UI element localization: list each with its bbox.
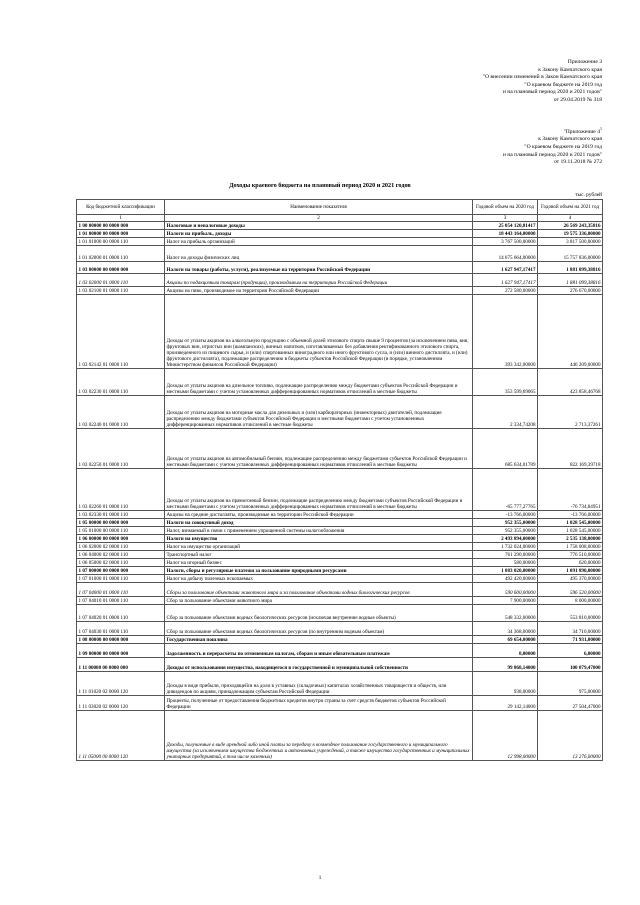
value-2021-cell: 1 028 545,00000	[538, 519, 603, 527]
value-2020-cell: 590 600,00000	[473, 583, 538, 597]
name-cell: Задолженность и перерасчеты по отмененным налогам, сборам и иным обязательным платежам	[165, 644, 473, 658]
value-2021-cell: 620,00000	[538, 559, 603, 567]
value-2020-cell: 1 627 947,17417	[473, 274, 538, 287]
name-cell: Налог на прибыль организаций	[165, 238, 473, 246]
header-line: и на плановый период 2020 и 2021 годов"	[502, 89, 602, 96]
name-cell: Налог, взимаемый в связи с применением упрощенной системы налогообложения	[165, 527, 473, 535]
code-cell: 1 11 03020 02 0000 120	[77, 696, 165, 711]
code-cell: 1 08 00000 00 0000 000	[77, 636, 165, 644]
name-cell: Налоговые и неналоговые доходы	[165, 222, 473, 230]
header-line: от 19.11.2018 № 272	[553, 159, 602, 166]
code-cell: 1 01 02000 01 0000 110	[77, 246, 165, 262]
name-cell: Акцизы по подакцизным товарам (продукции), производимым на территории Российской Федерации	[165, 274, 473, 287]
table-row	[77, 238, 603, 246]
table-row	[77, 295, 603, 369]
header-2020: Годовой объем на 2020 год	[473, 200, 538, 215]
value-2020-cell: 580,00000	[473, 559, 538, 567]
appendix-new-header	[483, 59, 602, 105]
value-2021-cell: 26 569 243,35816	[538, 222, 603, 230]
value-2020-cell: 1 732 024,00000	[473, 543, 538, 551]
name-cell: Транспортный налог	[165, 551, 473, 559]
header-name: Наименование показателя	[165, 200, 473, 215]
code-cell: 1 03 02260 01 0000 110	[77, 469, 165, 511]
value-2021-cell: 34 710,00000	[538, 622, 603, 636]
code-cell: 1 06 02000 02 0000 110	[77, 543, 165, 551]
value-2021-cell: 776 510,00000	[538, 551, 603, 559]
value-2021-cell: 1 028 545,00000	[538, 527, 603, 535]
header-code: Код бюджетной классификации	[77, 200, 165, 215]
table-row	[77, 543, 603, 551]
code-cell: 1 06 05000 02 0000 110	[77, 559, 165, 567]
code-cell: 1 03 02142 01 0000 110	[77, 295, 165, 369]
code-cell: 1 07 04030 01 0000 110	[77, 622, 165, 636]
value-2021-cell: 1 091 890,00000	[538, 567, 603, 575]
code-cell: 1 01 00000 00 0000 000	[77, 230, 165, 238]
value-2021-cell: 553 810,00000	[538, 605, 603, 622]
name-cell: Акцизы на средние дистилляты, производимые на территории Российской Федерации	[165, 511, 473, 519]
value-2020-cell: 14 675 664,00000	[473, 246, 538, 262]
page-number: 1	[318, 875, 322, 881]
name-cell: Доходы от уплаты акцизов на прямогонный бензин, подлежащие распределению между бюджетами субъектов Российской Федерации и местными бюджетами с учетом установленных дифференцированных нормативов отчислений в местные бюджеты	[165, 469, 473, 511]
table-row	[77, 672, 603, 696]
code-cell: 1 07 00000 00 0000 000	[77, 567, 165, 575]
table-row	[77, 551, 603, 559]
table-row	[77, 658, 603, 672]
table-row	[77, 519, 603, 527]
unit-label: тыс. рублей	[575, 192, 602, 198]
value-2020-cell: 99 868,14000	[473, 658, 538, 672]
table-row	[77, 636, 603, 644]
value-2020-cell: 952 355,00000	[473, 519, 538, 527]
name-cell: Налог на доходы физических лиц	[165, 246, 473, 262]
document-title: Доходы краевого бюджета на плановый период 2020 и 2021 годов	[229, 182, 411, 189]
value-2020-cell: 685 634,01789	[473, 429, 538, 469]
code-cell: 1 11 00000 00 0000 000	[77, 658, 165, 672]
code-cell: 1 11 01020 02 0000 120	[77, 672, 165, 696]
value-2021-cell: -13 766,00000	[538, 511, 603, 519]
value-2021-cell: 3 817 500,00000	[538, 238, 603, 246]
code-cell: 1 00 00000 00 0000 000	[77, 222, 165, 230]
header-line: и на плановый период 2020 и 2021 годов"	[502, 151, 602, 158]
header-num-4: 4	[538, 215, 603, 222]
revenue-table	[76, 199, 603, 761]
table-row	[77, 575, 603, 583]
value-2020-cell: 272 580,00000	[473, 287, 538, 295]
value-2021-cell: 15 757 836,00000	[538, 246, 603, 262]
code-cell: 1 06 04000 02 0000 110	[77, 551, 165, 559]
table-row	[77, 605, 603, 622]
name-cell: Сбор за пользование объектами водных биологических ресурсов (по внутренним водным объектам)	[165, 622, 473, 636]
value-2021-cell: 2 713,37261	[538, 396, 603, 429]
name-cell: Доходы от уплаты акцизов на моторные масла для дизельных и (или) карбюраторных (инжекторных) двигателей, подлежащие распределению между бюджетами субъектов Российской Федерации и местными бюджетами с учетом установленных дифференцированных нормативов отчислений в местные бюджеты	[165, 396, 473, 429]
value-2020-cell: 7 900,00000	[473, 597, 538, 605]
value-2020-cell: 18 443 164,00000	[473, 230, 538, 238]
code-cell: 1 03 02100 01 0000 110	[77, 287, 165, 295]
table-row	[77, 622, 603, 636]
value-2021-cell: 13 276,00000	[538, 711, 603, 761]
table-row	[77, 559, 603, 567]
header-line: Приложение 3	[567, 59, 602, 65]
table-row	[77, 369, 603, 396]
value-2021-cell: 1 881 099,38816	[538, 262, 603, 274]
value-2020-cell: -65 777,27765	[473, 469, 538, 511]
header-line: "Приложение $4^1$	[563, 126, 602, 135]
name-cell: Сбор за пользование объектами животного мира	[165, 597, 473, 605]
table-row	[77, 711, 603, 761]
value-2021-cell: 495 370,00000	[538, 575, 603, 583]
name-cell: Сбор за пользование объектами водных биологических ресурсов (исключая внутренние водные объекты)	[165, 605, 473, 622]
value-2020-cell: 34 368,00000	[473, 622, 538, 636]
value-2021-cell: 27 504,47000	[538, 696, 603, 711]
name-cell: Доходы от уплаты акцизов на дизельное топливо, подлежащие распределению между бюджетами субъектов Российской Федерации и местными бюджетами с учетом установленных дифференцированных нормативов отчислений в местные бюджеты	[165, 369, 473, 396]
name-cell: Доходы от уплаты акцизов на автомобильный бензин, подлежащие распределению между бюджетами субъектов Российской Федерации и местными бюджетами с учетом установленных дифференцированных нормативов отчислений в местные бюджеты	[165, 429, 473, 469]
table-row	[77, 469, 603, 511]
table-row	[77, 274, 603, 287]
superscript-mark: 1	[600, 126, 602, 131]
header-line: к Закону Камчатского края	[538, 66, 602, 73]
value-2021-cell: 975,00000	[538, 672, 603, 696]
value-2020-cell: 492 420,00000	[473, 575, 538, 583]
table-row	[77, 230, 603, 238]
code-cell: 1 09 00000 00 0000 000	[77, 644, 165, 658]
value-2021-cell: 423 858,46768	[538, 369, 603, 396]
code-cell: 1 03 02230 01 0000 110	[77, 369, 165, 396]
code-cell: 1 07 04000 01 0000 110	[77, 583, 165, 597]
name-cell: Налог на имущество организаций	[165, 543, 473, 551]
name-cell: Доходы от уплаты акцизов на алкогольную продукцию с объемной долей этилового спирта свыше 9 процентов (за исключением пива, вин, фруктовых вин, игристых вин (шампанских), винных напитков, изготавливаемых без добавления ректификованного этилового спирта, произведенного из пищевого сырья, и (или) спиртованных виноградного или иного фруктового сусла, и (или) винного дистиллята, и (или) фруктового дистиллята), подлежащие распределению в бюджеты субъектов Российской Федерации (в порядке, установленном Министерством финансов Российской Федерации)	[165, 295, 473, 369]
header-line: "О краевом бюджете на 2019 год	[524, 81, 602, 88]
code-cell: 1 07 01000 01 0000 110	[77, 575, 165, 583]
value-2020-cell: 8,00000	[473, 644, 538, 658]
code-cell: 1 03 02250 01 0000 110	[77, 429, 165, 469]
code-cell: 1 03 02330 01 0000 110	[77, 511, 165, 519]
value-2020-cell: 938,00000	[473, 672, 538, 696]
code-cell: 1 03 02000 01 0000 110	[77, 274, 165, 287]
header-line: "О краевом бюджете на 2019 год	[524, 144, 602, 151]
code-cell: 1 11 05000 00 0000 120	[77, 711, 165, 761]
value-2020-cell: 25 054 120,81417	[473, 222, 538, 230]
name-cell: Сборы за пользование объектами животного мира и за пользование объектами водных биологических ресурсов	[165, 583, 473, 597]
value-2020-cell: 1 083 020,00000	[473, 567, 538, 575]
code-cell: 1 05 01000 00 0000 110	[77, 527, 165, 535]
value-2020-cell: -13 766,00000	[473, 511, 538, 519]
header-line: к Закону Камчатского края	[538, 136, 602, 143]
table-row	[77, 222, 603, 230]
table-row	[77, 246, 603, 262]
value-2020-cell: 2 493 894,00000	[473, 535, 538, 543]
value-2021-cell: 446 209,00000	[538, 295, 603, 369]
table-row	[77, 583, 603, 597]
name-cell: Налог на игорный бизнес	[165, 559, 473, 567]
value-2021-cell: 276 670,00000	[538, 287, 603, 295]
value-2021-cell: 71 931,00000	[538, 636, 603, 644]
table-row	[77, 527, 603, 535]
name-cell: Налог на добычу полезных ископаемых	[165, 575, 473, 583]
table-row	[77, 429, 603, 469]
name-cell: Проценты, полученные от предоставления бюджетных кредитов внутри страны за счет средств бюджетов субъектов Российской Федерации	[165, 696, 473, 711]
name-cell: Налоги, сборы и регулярные платежи за пользование природными ресурсами	[165, 567, 473, 575]
header-2021: Годовой объем на 2021 год	[538, 200, 603, 215]
value-2020-cell: 29 142,14000	[473, 696, 538, 711]
value-2020-cell: 12 998,00000	[473, 711, 538, 761]
value-2020-cell: 69 654,00000	[473, 636, 538, 644]
code-cell: 1 07 04020 01 0000 110	[77, 605, 165, 622]
code-cell: 1 03 02240 01 0000 110	[77, 396, 165, 429]
table-row	[77, 597, 603, 605]
code-cell: 1 06 00000 00 0000 000	[77, 535, 165, 543]
value-2020-cell: 1 627 947,17417	[473, 262, 538, 274]
table-row	[77, 696, 603, 711]
value-2020-cell: 353 599,69065	[473, 369, 538, 396]
value-2020-cell: 3 767 500,00000	[473, 238, 538, 246]
value-2021-cell: -76 734,84951	[538, 469, 603, 511]
value-2021-cell: 2 535 138,00000	[538, 535, 603, 543]
value-2021-cell: 8 000,00000	[538, 597, 603, 605]
table-row	[77, 262, 603, 274]
value-2020-cell: 2 334,74208	[473, 396, 538, 429]
name-cell: Доходы, получаемые в виде арендной либо иной платы за передачу в возмездное пользование государственного и муниципального имущества (за исключением имущества бюджетных и автономных учреждений, а также имущества государственных и муниципальных унитарных предприятий, в том числе казенных)	[165, 711, 473, 761]
code-cell: 1 05 00000 00 0000 000	[77, 519, 165, 527]
name-cell: Доходы от использования имущества, находящегося в государственной и муниципальной собственности	[165, 658, 473, 672]
name-cell: Налоги на прибыль, доходы	[165, 230, 473, 238]
appendix-old-header	[503, 125, 602, 167]
table-row	[77, 567, 603, 575]
table-row	[77, 287, 603, 295]
code-cell: 1 01 01000 00 0000 110	[77, 238, 165, 246]
value-2021-cell: 1 758 008,00000	[538, 543, 603, 551]
value-2021-cell: 596 520,00000	[538, 583, 603, 597]
value-2020-cell: 761 290,00000	[473, 551, 538, 559]
value-2021-cell: 6,00000	[538, 644, 603, 658]
value-2021-cell: 822 169,39718	[538, 429, 603, 469]
table-row	[77, 396, 603, 429]
name-cell: Налоги на товары (работы, услуги), реализуемые на территории Российской Федерации	[165, 262, 473, 274]
header-line: "О внесении изменений в Закон Камчатского края	[482, 74, 602, 81]
table-row	[77, 511, 603, 519]
header-num-2: 2	[165, 215, 473, 222]
name-cell: Налоги на совокупный доход	[165, 519, 473, 527]
value-2020-cell: 952 355,00000	[473, 527, 538, 535]
value-2021-cell: 1 881 099,38816	[538, 274, 603, 287]
name-cell: Акцизы на пиво, производимое на территории Российской Федерации	[165, 287, 473, 295]
value-2020-cell: 393 342,00000	[473, 295, 538, 369]
code-cell: 1 07 04010 01 0000 110	[77, 597, 165, 605]
header-line: от 29.04.2019 № 318	[553, 96, 602, 103]
table-row	[77, 535, 603, 543]
value-2021-cell: 19 575 336,00000	[538, 230, 603, 238]
code-cell: 1 03 00000 00 0000 000	[77, 262, 165, 274]
value-2020-cell: 548 332,00000	[473, 605, 538, 622]
header-num-1: 1	[77, 215, 165, 222]
name-cell: Налоги на имущество	[165, 535, 473, 543]
header-num-3: 3	[473, 215, 538, 222]
value-2021-cell: 100 079,47000	[538, 658, 603, 672]
table-row	[77, 644, 603, 658]
name-cell: Государственная пошлина	[165, 636, 473, 644]
name-cell: Доходы в виде прибыли, приходящейся на доли в уставных (складочных) капиталах хозяйственных товариществ и обществ, или дивидендов по акциям, принадлежащим субъектам Российской Федерации	[165, 672, 473, 696]
